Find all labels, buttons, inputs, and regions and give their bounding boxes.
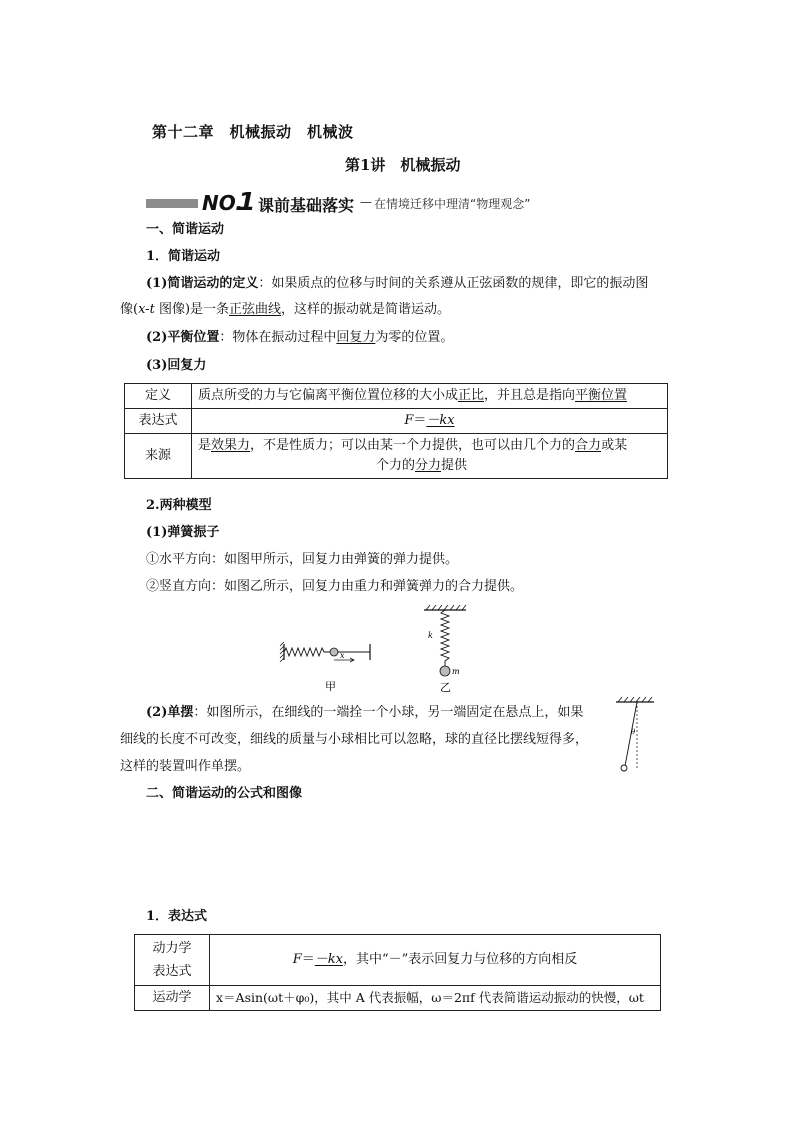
pendulum-bob (621, 765, 627, 771)
cell-text: 或某 (601, 438, 628, 453)
banner-subtitle: 在情境迁移中理清“物理观念” (374, 197, 531, 211)
pendulum-text: ：如图所示，在细线的一端拴一个小球，另一端固定在悬点上，如果 (193, 705, 584, 720)
cell-underline: 合力 (575, 438, 602, 453)
banner-bar (146, 199, 198, 208)
banner-dash: — (360, 195, 372, 209)
table-cell-label (135, 935, 210, 986)
definition-line2 (120, 300, 450, 320)
cell-text: 动力学 (152, 941, 192, 956)
table-cell-label: 表达式 (125, 409, 192, 434)
horizontal-spring-figure (278, 640, 378, 695)
table-row (125, 409, 668, 434)
banner-no: NO. (202, 191, 243, 215)
ceiling-hatch (618, 697, 652, 702)
section1-heading: 一、简谐运动 (146, 222, 225, 237)
banner-number: 1 (238, 187, 256, 216)
pendulum-figure (612, 694, 658, 776)
table-row (125, 434, 668, 479)
expression-heading: 1．表达式 (146, 909, 208, 924)
restoring-force-term: 回复力 (336, 330, 376, 345)
spring-constant-label: k (428, 631, 433, 640)
definition-label: (1)简谐运动的定义 (146, 276, 259, 291)
spring-coil (441, 610, 449, 666)
vertical-text: ②竖直方向：如图乙所示，回复力由重力和弹簧弹力的合力提供。 (146, 579, 524, 594)
table-cell-label: 来源 (125, 434, 192, 479)
spring-oscillator-heading: (1)弹簧振子 (146, 525, 220, 540)
table-cell-label: 运动学 (135, 986, 210, 1011)
section-banner (146, 187, 656, 217)
table-row (135, 986, 661, 1011)
cell-text: 个力的 (376, 458, 416, 473)
figure-label-yi: 乙 (440, 681, 451, 694)
angle-label: θ (631, 728, 636, 736)
wall-hatch (280, 642, 284, 662)
table-cell (192, 384, 668, 409)
two-models-heading: 2.两种模型 (146, 498, 212, 513)
restoring-force-heading: (3)回复力 (146, 358, 207, 373)
cell-text: F (292, 952, 302, 967)
table-cell: x＝Asin(ωt＋φ₀)，其中 A 代表振幅，ω＝2πf 代表简谐运动振动的快慢，ωt (210, 986, 661, 1011)
figure-label-jia: 甲 (325, 680, 336, 693)
cell-text: ，其中“－”表示回复力与位移的方向相反 (342, 952, 578, 967)
banner-title: 课前基础落实 (258, 196, 355, 215)
xt-label: x-t (138, 302, 155, 317)
cell-text: 提供 (441, 458, 468, 473)
cell-underline: 正比 (458, 388, 485, 403)
chapter-title: 第十二章 机械振动 机械波 (152, 123, 354, 141)
table-cell-label: 定义 (125, 384, 192, 409)
cell-text: ＝ (301, 952, 315, 967)
pendulum-line1 (146, 703, 583, 723)
table-cell (192, 409, 668, 434)
section1-sub1: 1．简谐运动 (146, 249, 221, 264)
table-cell (192, 434, 668, 479)
cell-underline: 效果力 (211, 438, 251, 453)
cell-underline: 分力 (415, 458, 442, 473)
equilibrium-text: ：物体在振动过程中 (219, 330, 337, 345)
definition-text3: 图像)是一条 (154, 302, 230, 317)
definition-line1 (146, 274, 648, 294)
cell-text: 是 (198, 438, 212, 453)
cell-text: 质点所受的力与它偏离平衡位置位移的大小成 (198, 388, 459, 403)
ceiling-hatch (426, 605, 466, 610)
definition-text2: 像( (120, 302, 139, 317)
restoring-force-table (124, 383, 668, 479)
horizontal-text: ①水平方向：如图甲所示，回复力由弹簧的弹力提供。 (146, 552, 459, 567)
pendulum-line3: 这样的装置叫作单摆。 (120, 759, 251, 774)
table-row (135, 935, 661, 986)
cell-text: ，不是性质力；可以由某一个力提供，也可以由几个力的 (250, 438, 576, 453)
pendulum-line2: 细线的长度不可改变，细线的质量与小球相比可以忽略，球的直径比摆线短得多， (120, 732, 589, 747)
vertical-spring-figure (420, 604, 470, 696)
spring-coil (284, 648, 330, 656)
definition-text4: ，这样的振动就是简谐运动。 (281, 302, 451, 317)
expression-table (134, 934, 661, 1011)
oscillator-ball (440, 666, 450, 676)
cell-text: F (404, 413, 414, 428)
sine-curve-term: 正弦曲线 (229, 302, 282, 317)
definition-text: ：如果质点的位移与时间的关系遵从正弦函数的规律，即它的振动图 (258, 276, 649, 291)
equilibrium-label: (2)平衡位置 (146, 330, 220, 345)
displacement-label: x (340, 651, 345, 660)
cell-underline: －kx (314, 952, 343, 967)
cell-text: ，并且总是指向 (484, 388, 576, 403)
lecture-title: 第1讲 机械振动 (345, 156, 461, 174)
cell-text: 表达式 (152, 964, 192, 979)
mass-label: m (452, 667, 460, 676)
table-row (125, 384, 668, 409)
equilibrium-line (146, 328, 453, 348)
equilibrium-text2: 为零的位置。 (375, 330, 454, 345)
section2-heading: 二、简谐运动的公式和图像 (146, 786, 303, 801)
pendulum-label: (2)单摆 (146, 705, 194, 720)
table-cell (210, 935, 661, 986)
cell-underline: 平衡位置 (575, 388, 628, 403)
cell-text: ＝ (413, 413, 427, 428)
cell-underline: －kx (426, 413, 455, 428)
oscillator-ball (330, 648, 338, 656)
